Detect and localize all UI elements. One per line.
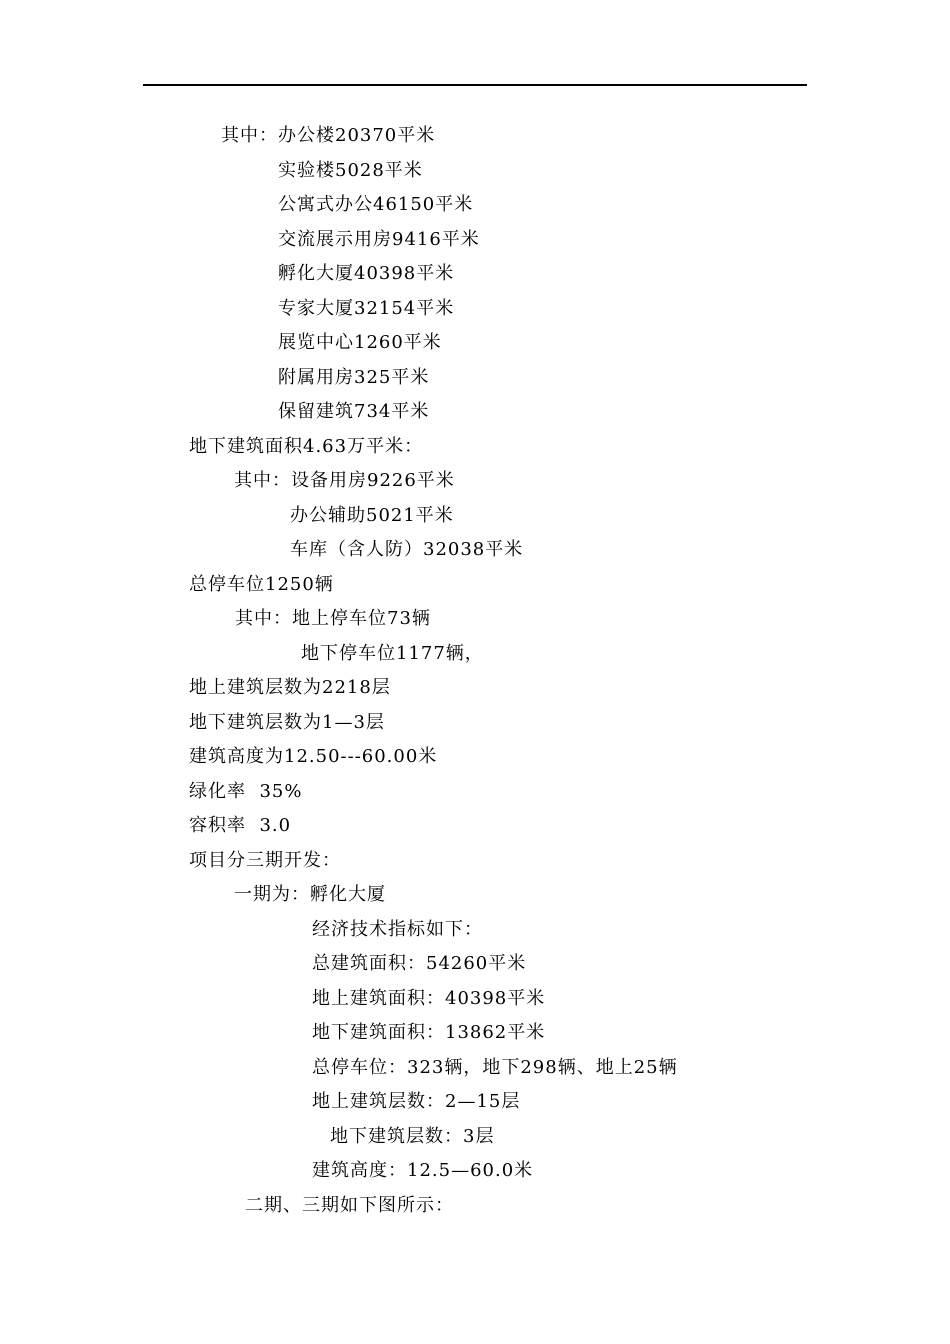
header-rule <box>143 84 807 86</box>
above-ground-item: 展览中心1260平米 <box>278 332 442 353</box>
above-ground-item: 孵化大厦40398平米 <box>278 263 455 284</box>
above-ground-item: 实验楼5028平米 <box>278 160 423 181</box>
phase1-item: 总建筑面积：54260平米 <box>312 953 527 974</box>
phase1-height: 建筑高度：12.5—60.0米 <box>312 1160 534 1181</box>
stat-line: 地下建筑层数为1—3层 <box>189 712 385 733</box>
stat-line: 项目分三期开发： <box>189 850 341 871</box>
parking-item: 地下停车位1177辆， <box>301 643 484 664</box>
underground-heading: 地下建筑面积4.63万平米： <box>189 436 424 457</box>
phase1-item: 总停车位：323辆，地下298辆、地上25辆 <box>312 1057 678 1078</box>
phase1-item: 地上建筑层数：2—15层 <box>312 1091 521 1112</box>
phase1-item: 经济技术指标如下： <box>312 919 483 940</box>
underground-item: 车库（含人防）32038平米 <box>290 539 524 560</box>
phase1-item: 地下建筑面积：13862平米 <box>312 1022 546 1043</box>
above-ground-lead: 其中：办公楼20370平米 <box>221 125 436 146</box>
underground-lead: 其中：设备用房9226平米 <box>234 470 455 491</box>
phase23-note: 二期、三期如下图所示： <box>245 1195 454 1216</box>
stat-line: 容积率 3.0 <box>189 815 292 836</box>
phase1-underground-floors: 地下建筑层数：3层 <box>330 1126 495 1147</box>
above-ground-item: 附属用房325平米 <box>278 367 430 388</box>
above-ground-item: 保留建筑734平米 <box>278 401 430 422</box>
above-ground-item: 交流展示用房9416平米 <box>278 229 480 250</box>
phase1-heading: 一期为：孵化大厦 <box>234 884 386 905</box>
stat-line: 地上建筑层数为2218层 <box>189 677 391 698</box>
parking-lead: 其中：地上停车位73辆 <box>235 608 431 629</box>
stat-line: 建筑高度为12.50---60.00米 <box>189 746 438 767</box>
underground-item: 办公辅助5021平米 <box>290 505 454 526</box>
stat-line: 绿化率 35% <box>189 781 303 802</box>
phase1-item: 地上建筑面积：40398平米 <box>312 988 546 1009</box>
parking-heading: 总停车位1250辆 <box>189 574 334 595</box>
above-ground-item: 专家大厦32154平米 <box>278 298 455 319</box>
above-ground-item: 公寓式办公46150平米 <box>278 194 474 215</box>
